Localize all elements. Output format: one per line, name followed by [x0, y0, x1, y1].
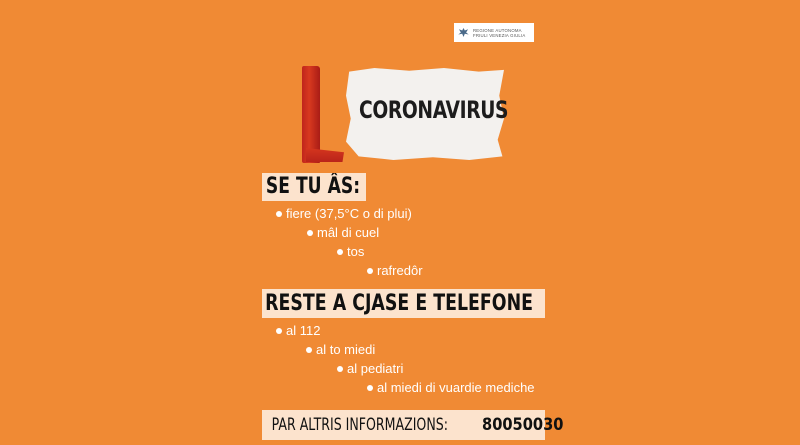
contact-item	[337, 361, 403, 376]
bullet-icon	[276, 211, 282, 217]
symptom-label: fiere (37,5°C o di plui)	[286, 206, 412, 221]
bullet-icon	[367, 268, 373, 274]
footer-text	[262, 410, 563, 440]
contact-label: al 112	[286, 323, 321, 338]
symptoms-heading: SE TU ÂS:	[265, 174, 361, 199]
bullet-icon	[337, 366, 343, 372]
contact-label: al to miedi	[316, 342, 376, 357]
footer-band	[262, 410, 564, 440]
symptom-item	[337, 244, 364, 259]
bullet-icon	[306, 347, 312, 353]
bullet-icon	[307, 230, 313, 236]
contact-item	[306, 342, 375, 357]
contact-label: al pediatri	[347, 361, 404, 376]
symptom-label: mâl di cuel	[317, 225, 380, 240]
eagle-icon	[457, 26, 470, 39]
phone-number: 80050030	[482, 415, 564, 435]
footer-label: PAR ALTRIS INFORMAZIONS:	[271, 415, 448, 435]
contact-item	[367, 380, 535, 395]
contact-label: al miedi di vuardie mediche	[377, 380, 535, 395]
symptom-label: tos	[347, 244, 365, 259]
symptoms-heading-band	[262, 173, 366, 201]
region-logo	[454, 23, 534, 42]
symptom-item	[307, 225, 379, 240]
action-heading: RESTE A CJASE E TELEFONE	[265, 291, 533, 316]
action-heading-band	[262, 289, 545, 318]
logo-text	[473, 28, 525, 38]
symptom-item	[276, 206, 412, 221]
bullet-icon	[337, 249, 343, 255]
contact-item	[276, 323, 320, 338]
logo-line-1: REGIONE AUTONOMA	[473, 27, 522, 33]
bullet-icon	[276, 328, 282, 334]
symptom-item	[367, 263, 423, 278]
bullet-icon	[367, 385, 373, 391]
torn-red-strip	[302, 66, 320, 163]
headline: CORONAVIRUS	[359, 96, 509, 124]
symptom-label: rafredôr	[377, 263, 423, 278]
logo-line-2: FRIULI VENEZIA GIULIA	[473, 32, 526, 38]
torn-red-strip-fold	[306, 148, 344, 162]
